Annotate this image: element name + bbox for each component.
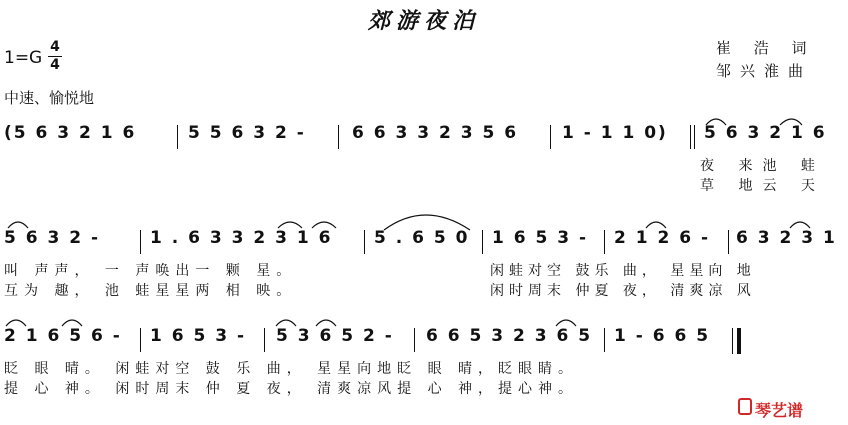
measure: 1 6 5 3 -: [150, 326, 247, 346]
measure: 2 1 2 6 -: [614, 228, 711, 248]
measure: 1 - 6 6 5: [614, 326, 711, 346]
bar-line: [177, 125, 178, 149]
time-signature: [48, 40, 62, 73]
bar-line: [482, 230, 483, 254]
bar-line: [690, 125, 691, 149]
score-row-1: [0, 123, 848, 194]
time-signature-top: 4: [50, 39, 60, 55]
song-title: 郊游夜泊: [367, 9, 480, 34]
measure: 5 5 6 3 2 -: [188, 123, 306, 143]
bar-line: [364, 230, 365, 254]
measure: (5 6 3 2 1 6: [4, 123, 137, 143]
lyricist-credit: 崔 浩 词: [716, 39, 816, 57]
score-row-2: [0, 228, 848, 299]
bar-line: [264, 328, 265, 352]
lyric-line-1: 夜 来池 蛙: [700, 158, 825, 174]
bar-line: [550, 125, 551, 149]
measure: 2 1 6 5 6 -: [4, 326, 122, 346]
key-signature: 1=G: [4, 48, 43, 68]
composer-credit: 邹兴淮曲: [716, 62, 813, 80]
bar-line: [338, 125, 339, 149]
bar-line: [604, 328, 605, 352]
measure: 1 - 1 1 0): [562, 123, 668, 143]
time-signature-bottom: 4: [50, 57, 60, 73]
final-bar-thin: [732, 328, 733, 354]
lyric-line-1: 叫 声声， 一 声唤出一 颗 星。: [4, 263, 297, 279]
site-logo-icon: [738, 398, 752, 415]
measure: 5 . 6 5 0: [374, 228, 470, 248]
measure: 6 6 3 3 2 3 5 6: [352, 123, 519, 143]
bar-line: [140, 230, 141, 254]
measure: 5 6 3 2 1 6: [704, 123, 827, 143]
measure: 6 3 2 3 1: [736, 228, 837, 248]
bar-line: [728, 230, 729, 254]
lyric-line-1-right: 闲蛙对空 鼓乐 曲， 星星向 地: [490, 263, 756, 279]
bar-line: [694, 125, 695, 149]
lyric-line-2: 提 心 神。 闲时周末 仲 夏 夜， 清爽凉风提 心 神，提心神。: [4, 381, 579, 397]
final-bar-thick: [737, 328, 741, 354]
measure: 1 . 6 3 3 2 3 1 6: [150, 228, 333, 248]
bar-line: [604, 230, 605, 254]
tempo-marking: 中速、愉悦地: [4, 89, 95, 107]
lyric-line-2: 草 地云 天: [700, 178, 825, 194]
lyric-line-1: 眨 眼 晴。 闲蛙对空 鼓 乐 曲， 星星向地眨 眼 晴，眨眼睛。: [4, 361, 579, 377]
bar-line: [140, 328, 141, 352]
score-row-3: [0, 326, 848, 397]
slurs-row-3: [0, 312, 848, 332]
measure: 6 6 5 3 2 3 6 5: [426, 326, 593, 346]
lyric-line-2: 互为 趣， 池 蛙星星两 相 映。: [4, 283, 297, 299]
site-logo-text: 琴艺谱: [755, 401, 804, 420]
bar-line: [414, 328, 415, 352]
measure: 1 6 5 3 -: [492, 228, 589, 248]
measure: 5 3 6 5 2 -: [276, 326, 394, 346]
measure: 5 6 3 2 -: [4, 228, 101, 248]
lyric-line-2-right: 闲时周末 仲夏 夜， 清爽凉 风: [490, 283, 756, 299]
